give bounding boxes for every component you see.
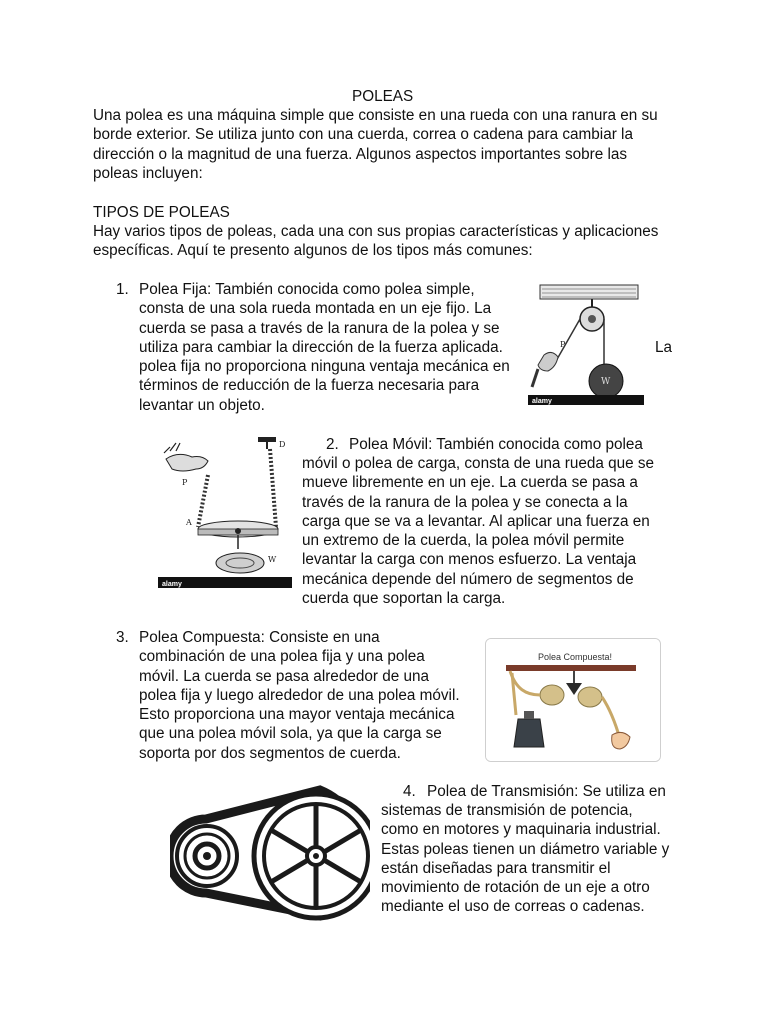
page-title: POLEAS [352,88,414,105]
item-line: levantar la carga con menos esfuerzo. La ventaja [302,551,637,569]
item-line: mecánica depende del número de segmentos de [302,570,634,588]
item-4-text [381,801,669,917]
item-line: movimiento de rotación de un eje a otro [381,879,650,897]
item-1-trailing-word: La [655,339,673,356]
intro-paragraph [93,106,658,183]
intro-line: Una polea es una máquina simple que consiste en una rueda con una ranura en su [93,107,658,124]
item-line: móvil o polea de carga, consta de una rueda que se [302,455,655,472]
section-heading: TIPOS DE POLEAS [93,204,230,221]
watermark-text: alamy [162,581,182,588]
item-line: un extremo de la cuerda, la polea móvil permite [302,532,625,550]
item-line: consta de una sola rueda montada en un eje fijo. La [139,300,492,318]
item-line: Polea de Transmisión: Se utiliza en [427,783,666,800]
image-caption: Polea Compuesta! [538,652,613,662]
label-d: D [279,440,286,449]
item-line: mueve libremente en un eje. La cuerda se pasa a [302,474,638,492]
item-line: través de la ranura de la polea y se conecta a la [302,493,628,511]
item-line: combinación de una polea fija y una polea [139,648,425,666]
intro-line: dirección o la magnitud de una fuerza. Algunos aspectos importantes sobre las [93,145,628,163]
label-w: W [601,377,611,387]
item-line: Polea Móvil: También conocida como polea [349,436,643,453]
label-p: P [560,340,566,349]
section-intro-line: Hay varios tipos de poleas, cada una con sus propias características y aplicaciones [93,223,659,240]
fixed-pulley-image [528,281,644,405]
item-line: sistemas de transmisión de potencia, [381,802,633,819]
item-line: cuerda que soportan la carga. [302,590,506,608]
item-line: mediante el uso de correas o cadenas. [381,898,645,916]
item-line: que una polea móvil sola, ya que la carga se [139,725,442,743]
movable-pulley-image [158,435,292,588]
item-3-text [139,628,460,763]
item-number: 3. [116,629,129,646]
compound-pulley-image [485,638,661,762]
intro-line: borde exterior. Se utiliza junto con una cuerda, correa o cadena para cambiar la [93,126,633,144]
label-w: W [268,555,277,564]
section-intro-line: específicas. Aquí te presento algunos de los tipos más comunes: [93,242,533,260]
section-intro [93,222,658,261]
intro-line: poleas incluyen: [93,164,203,182]
item-number: 2. [326,436,339,453]
item-line: móvil. La cuerda se pasa alrededor de una [139,667,429,685]
item-line: Polea Fija: También conocida como polea simple, [139,281,475,298]
item-line: polea fija no proporciona ninguna ventaja mecánica en [139,358,510,376]
item-line: polea fija y luego alrededor de una polea móvil. [139,686,460,704]
item-line: carga que se va a levantar. Al aplicar una fuerza en [302,512,650,530]
item-2-text [302,454,654,608]
transmission-pulley-image [170,782,370,922]
item-line: Estas poleas tienen un diámetro variable y [381,840,670,858]
item-line: soporta por dos segmentos de cuerda. [139,744,401,762]
item-line: levantar un objeto. [139,396,265,414]
item-line: están diseñadas para transmitir el [381,859,611,877]
label-p: P [182,478,188,487]
item-line: como en motores y maquinaria industrial. [381,821,661,839]
item-line: términos de reducción de la fuerza necesaria para [139,377,480,395]
item-1-text [139,280,510,415]
item-number: 1. [116,281,129,298]
item-number: 4. [403,783,416,800]
item-line: Esto proporciona una mayor ventaja mecánica [139,706,455,724]
item-line: cuerda se pasa a través de la ranura de la polea y se [139,319,500,337]
watermark-text: alamy [532,398,552,405]
item-line: Polea Compuesta: Consiste en una [139,629,380,646]
item-line: utiliza para cambiar la dirección de la fuerza aplicada. [139,338,503,356]
label-a: A [186,518,192,527]
